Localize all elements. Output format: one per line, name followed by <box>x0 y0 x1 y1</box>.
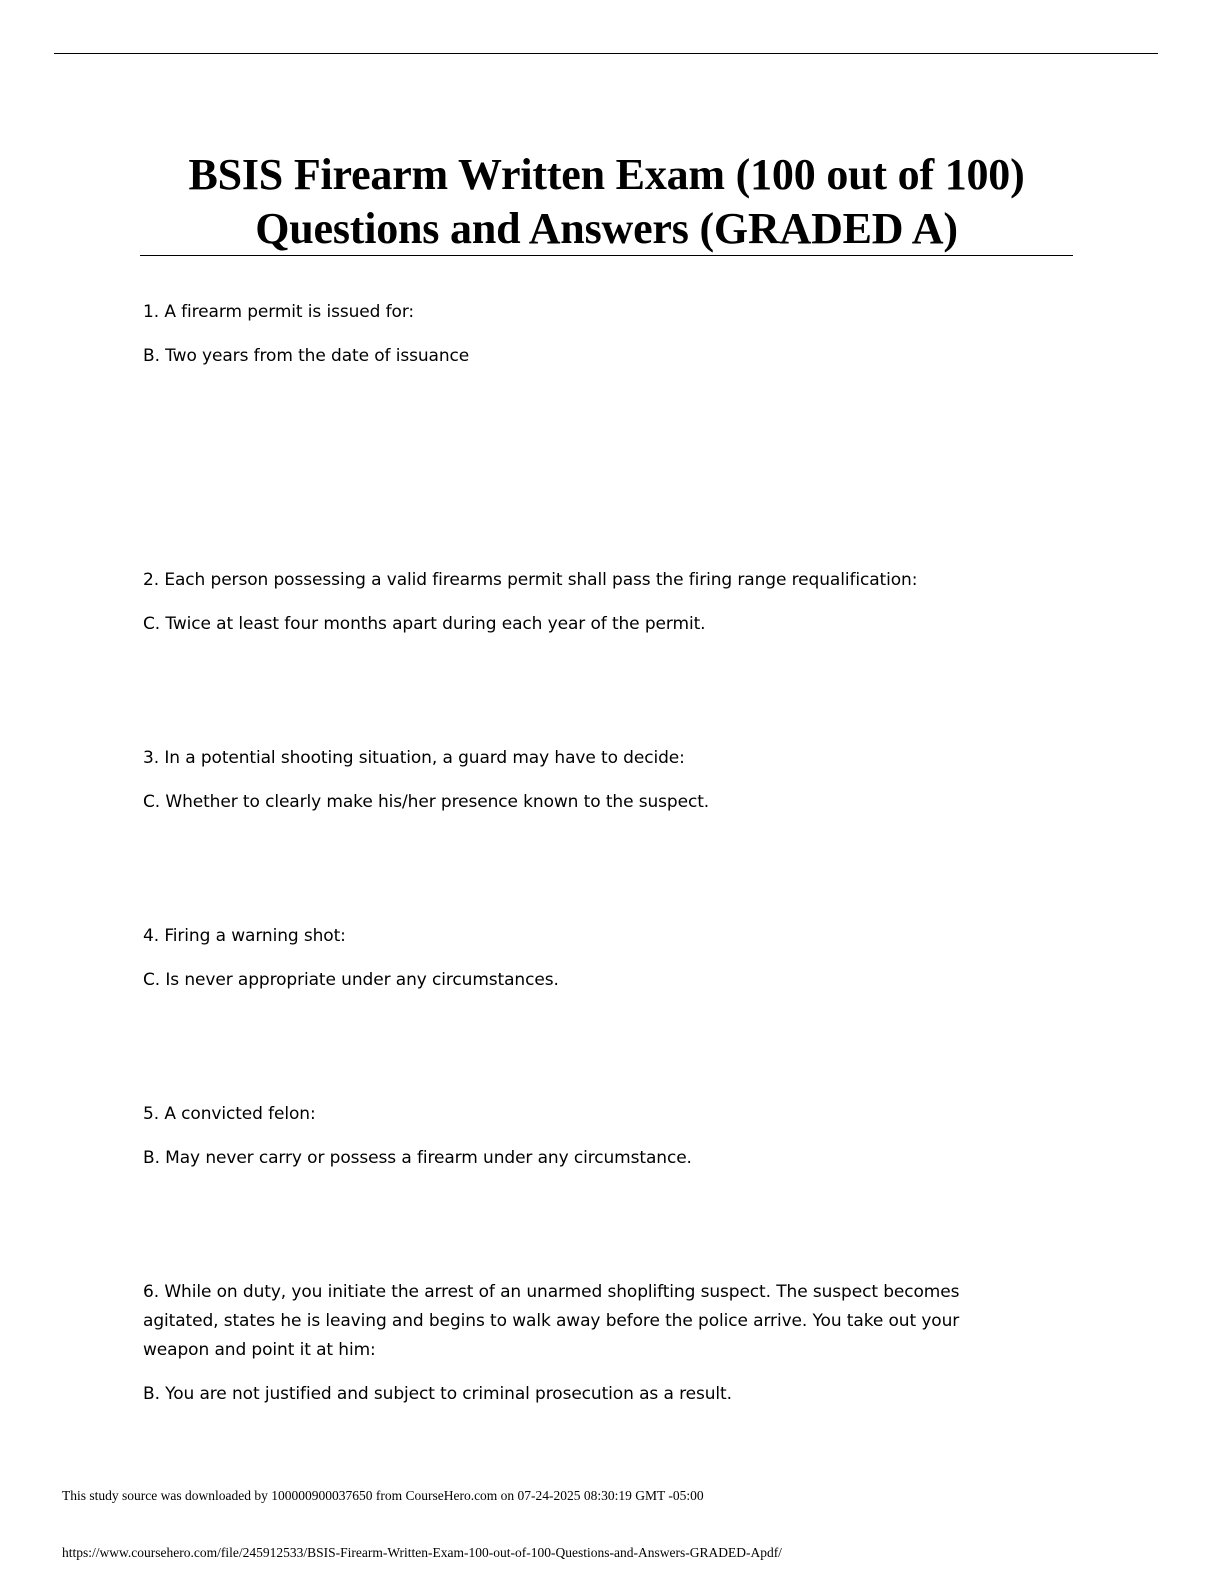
qa-item-2 <box>143 566 1023 639</box>
answer-text: C. Whether to clearly make his/her presence known to the suspect. <box>143 792 710 812</box>
document-title <box>140 148 1073 256</box>
answer-text: B. Two years from the date of issuance <box>143 346 470 366</box>
download-notice: This study source was downloaded by 100000900037650 from CourseHero.com on 07-24-2025 08:30:19 GMT -05:00 <box>62 1488 704 1503</box>
header-rule <box>54 53 1158 54</box>
answer-text: C. Is never appropriate under any circumstances. <box>143 970 559 990</box>
answer-text: B. May never carry or possess a firearm under any circumstance. <box>143 1148 692 1168</box>
question-text: 1. A firearm permit is issued for: <box>143 302 415 322</box>
question-text: 5. A convicted felon: <box>143 1104 316 1124</box>
title-line-1: BSIS Firearm Written Exam (100 out of 100) <box>188 150 1025 199</box>
title-line-2: Questions and Answers (GRADED A) <box>255 204 958 253</box>
question-text: 3. In a potential shooting situation, a guard may have to decide: <box>143 748 685 768</box>
title-underline <box>140 255 1073 256</box>
qa-item-1 <box>143 298 1023 371</box>
question-text: 4. Firing a warning shot: <box>143 926 346 946</box>
question-text: 2. Each person possessing a valid firearms permit shall pass the firing range requalification: <box>143 570 918 590</box>
qa-item-5 <box>143 1100 1023 1173</box>
answer-text: C. Twice at least four months apart during each year of the permit. <box>143 614 706 634</box>
source-url-link[interactable]: https://www.coursehero.com/file/245912533/BSIS-Firearm-Written-Exam-100-out-of-100-Questions-and-Answers-GRADED-Apdf/ <box>62 1545 782 1560</box>
answer-text: B. You are not justified and subject to criminal prosecution as a result. <box>143 1384 732 1404</box>
question-text: 6. While on duty, you initiate the arrest of an unarmed shoplifting suspect. The suspect becomes agitated, states he is leaving and begins to walk away before the police arrive. You take out your weapon and point it at him: <box>143 1282 960 1360</box>
qa-item-3 <box>143 744 1023 817</box>
qa-item-4 <box>143 922 1023 995</box>
qa-item-6 <box>143 1278 1023 1409</box>
